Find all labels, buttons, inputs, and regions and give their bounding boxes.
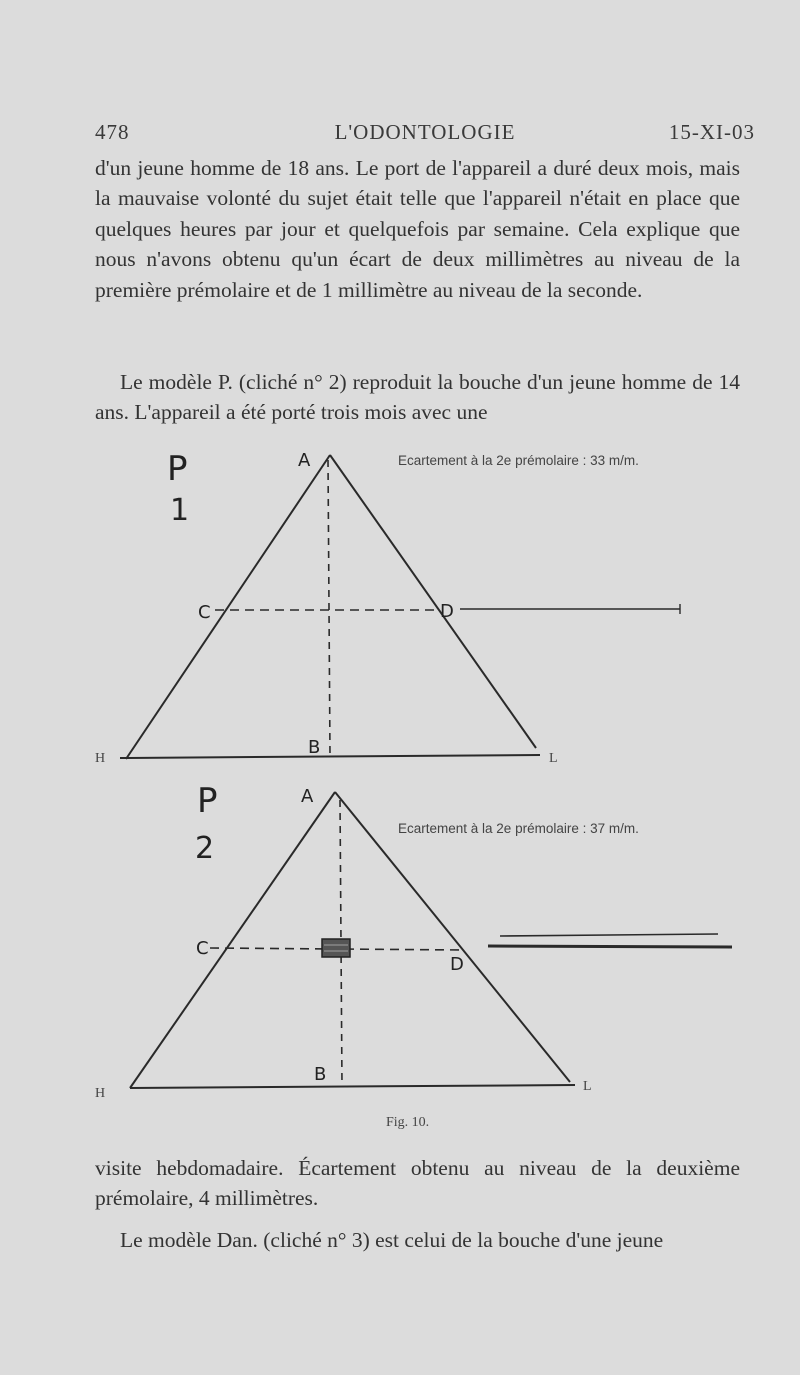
diagram-1-axis-ab	[328, 460, 330, 756]
diagram-1-base	[120, 755, 540, 758]
figure-diagrams	[0, 440, 800, 1140]
diagram-2-side-left	[130, 792, 335, 1088]
diagram-1-side-right	[330, 455, 536, 748]
diagram-2-point-b: B	[314, 1064, 327, 1085]
page-number: 478	[95, 120, 130, 144]
paragraph-2: Le modèle P. (cliché n° 2) reproduit la bouche d'un jeune homme de 14 ans. L'appareil a été porté trois mois avec une	[95, 370, 740, 425]
diagram-2-point-d: D	[450, 954, 464, 975]
diagram-2-label-p: P	[197, 781, 218, 821]
paragraph-3: visite hebdomadaire. Écartement obtenu au niveau de la deuxième prémolaire, 4 millimètres.	[95, 1156, 740, 1211]
diagram-2-label-number: 2	[195, 831, 215, 866]
diagram-2-point-a: A	[301, 786, 314, 807]
diagram-2-point-c: C	[196, 938, 209, 959]
figure-caption: Fig. 10.	[386, 1115, 430, 1130]
diagram-2-measure-line-lower	[488, 946, 732, 947]
paragraph-4: Le modèle Dan. (cliché n° 3) est celui de la bouche d'une jeune	[120, 1228, 664, 1252]
diagram-2-point-l: L	[583, 1079, 592, 1094]
diagram-1-label-number: 1	[170, 493, 190, 528]
diagram-1-point-l: L	[549, 751, 558, 766]
diagram-2-point-h: H	[95, 1086, 106, 1101]
diagram-2-base	[130, 1085, 575, 1088]
diagram-1-point-d: D	[440, 601, 454, 622]
issue-date: 15-XI-03	[668, 120, 755, 144]
diagram-2-note: Ecartement à la 2e prémolaire : 37 m/m.	[398, 821, 639, 836]
diagram-2-measure-line-upper	[500, 934, 718, 936]
figure-10	[0, 440, 800, 1140]
diagram-1-point-h: H	[95, 751, 106, 766]
diagram-1-label-p: P	[167, 449, 188, 489]
diagram-1-point-a: A	[298, 450, 311, 471]
diagram-1-side-left	[126, 455, 330, 759]
diagram-1-note: Ecartement à la 2e prémolaire : 33 m/m.	[398, 453, 639, 468]
paragraph-1: d'un jeune homme de 18 ans. Le port de l'appareil a duré deux mois, mais la mauvaise volonté du sujet était telle que l'appareil n'était en place que quelques heures par jour et quelquefois par semaine. Cela explique que nous n'avons obtenu qu'un écart de deux millimètres au niveau de la première prémolaire et de 1 millimètre au niveau de la seconde.	[95, 156, 740, 302]
journal-title: L'ODONTOLOGIE	[334, 120, 516, 144]
diagram-2-center-block	[322, 939, 350, 957]
diagram-1-point-c: C	[198, 602, 211, 623]
diagram-1-point-b: B	[308, 737, 321, 758]
